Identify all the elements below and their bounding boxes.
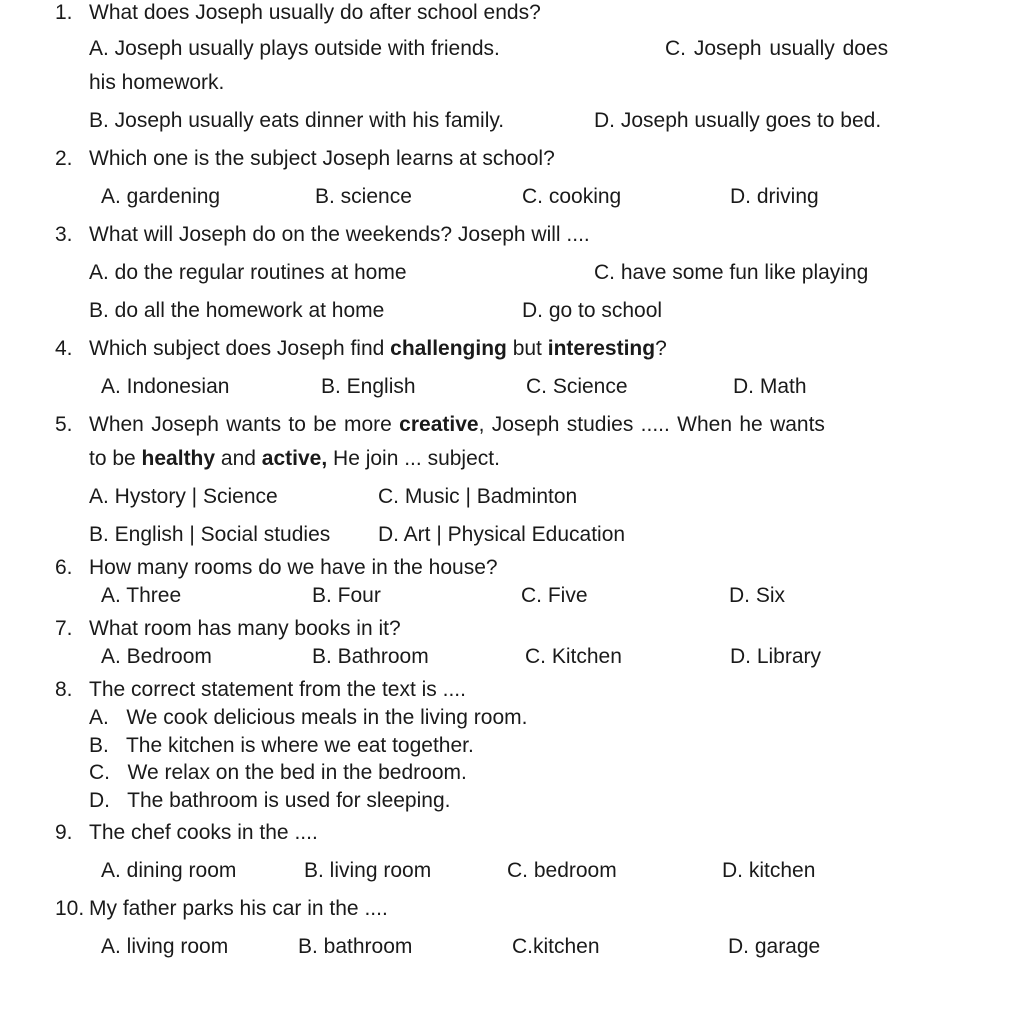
option-d: D. The bathroom is used for sleeping. — [89, 789, 451, 812]
option-a: A. dining room — [101, 859, 237, 882]
question-text: How many rooms do we have in the house? — [89, 556, 498, 579]
question-text-part: When Joseph wants to be more — [89, 413, 400, 436]
question-number: 5. — [55, 413, 73, 436]
option-a: A. Indonesian — [101, 375, 230, 398]
emphasis-creative: creative — [399, 413, 479, 436]
emphasis-active: active, — [261, 447, 328, 470]
option-d: D. Art | Physical Education — [378, 523, 626, 546]
question-text: What does Joseph usually do after school ends? — [89, 1, 541, 24]
question-text-part: to be — [89, 447, 142, 470]
question-text-part: but — [506, 337, 548, 360]
option-b: B. Four — [312, 584, 381, 607]
option-c: C. We relax on the bed in the bedroom. — [89, 761, 467, 784]
question-text: The correct statement from the text is .... — [89, 678, 466, 701]
option-d: D. Joseph usually goes to bed. — [594, 109, 882, 132]
option-d: D. Math — [733, 375, 807, 398]
question-number: 3. — [55, 223, 73, 246]
question-text: My father parks his car in the .... — [89, 897, 388, 920]
option-c: C. Music | Badminton — [378, 485, 578, 508]
option-a: A. do the regular routines at home — [89, 261, 407, 284]
option-d: D. kitchen — [722, 859, 816, 882]
option-a: A. living room — [101, 935, 229, 958]
question-number: 6. — [55, 556, 73, 579]
option-c: C. Science — [526, 375, 628, 398]
option-a: A. Joseph usually plays outside with friends. — [89, 37, 500, 60]
option-c-continuation: his homework. — [89, 71, 225, 94]
option-a: A. Bedroom — [101, 645, 212, 668]
question-text-part: and — [215, 447, 262, 470]
emphasis-challenging: challenging — [390, 337, 507, 360]
question-text-continuation — [89, 446, 500, 472]
question-number: 2. — [55, 147, 73, 170]
option-a: A. We cook delicious meals in the living room. — [89, 706, 528, 729]
question-number: 8. — [55, 678, 73, 701]
question-text — [89, 336, 667, 362]
option-c: C. have some fun like playing — [594, 261, 869, 284]
option-b: B. English — [321, 375, 416, 398]
option-d: D. garage — [728, 935, 821, 958]
emphasis-interesting: interesting — [547, 337, 656, 360]
question-number: 7. — [55, 617, 73, 640]
option-b: B. The kitchen is where we eat together. — [89, 734, 474, 757]
question-text: What will Joseph do on the weekends? Joseph will .... — [89, 223, 590, 246]
question-text-part: ? — [655, 337, 667, 360]
question-number: 10. — [55, 897, 85, 920]
question-text-part: Which subject does Joseph find — [89, 337, 391, 360]
question-text: Which one is the subject Joseph learns at school? — [89, 147, 555, 170]
option-c: C. Five — [521, 584, 588, 607]
option-b: B. bathroom — [298, 935, 413, 958]
option-d: D. driving — [730, 185, 819, 208]
option-b: B. do all the homework at home — [89, 299, 385, 322]
option-d: D. Six — [729, 584, 786, 607]
option-d: D. Library — [730, 645, 822, 668]
question-text-part: , Joseph studies ..... When he wants — [478, 413, 825, 436]
question-number: 1. — [55, 1, 73, 24]
option-b: B. Bathroom — [312, 645, 429, 668]
option-d: D. go to school — [522, 299, 663, 322]
option-c: C.kitchen — [512, 935, 600, 958]
question-number: 9. — [55, 821, 73, 844]
option-b: B. Joseph usually eats dinner with his family. — [89, 109, 505, 132]
option-c: C. bedroom — [507, 859, 617, 882]
question-text: What room has many books in it? — [89, 617, 401, 640]
option-a: A. gardening — [101, 185, 221, 208]
option-b: B. science — [315, 185, 412, 208]
option-c: C. Kitchen — [525, 645, 622, 668]
option-a: A. Three — [101, 584, 182, 607]
option-a: A. Hystory | Science — [89, 485, 278, 508]
question-number: 4. — [55, 337, 73, 360]
question-text-part: He join ... subject. — [327, 447, 500, 470]
emphasis-healthy: healthy — [141, 447, 216, 470]
option-b: B. living room — [304, 859, 432, 882]
question-text: The chef cooks in the .... — [89, 821, 318, 844]
option-c: C. Joseph usually does — [665, 37, 889, 60]
option-b: B. English | Social studies — [89, 523, 331, 546]
question-text — [89, 412, 825, 438]
option-c: C. cooking — [522, 185, 622, 208]
